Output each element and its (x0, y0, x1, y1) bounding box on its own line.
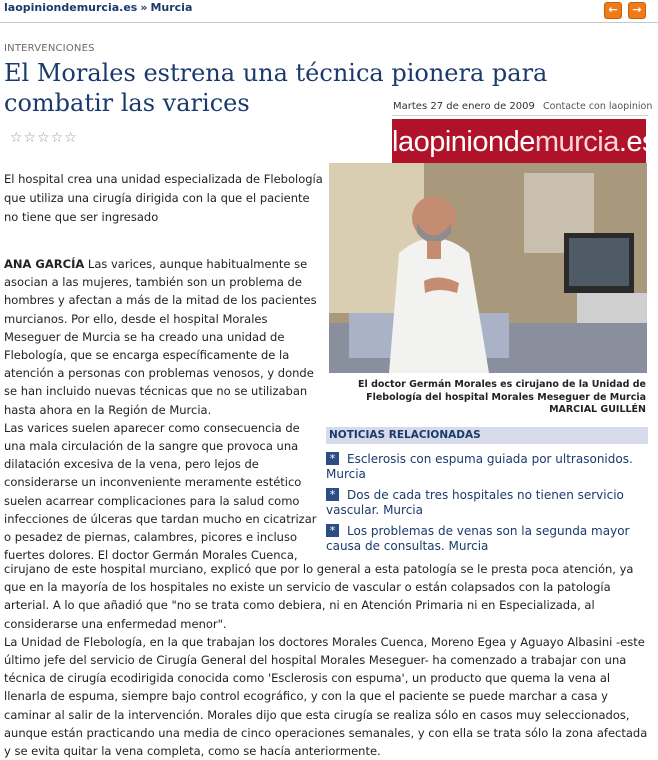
related-item-section: Murcia (326, 467, 366, 481)
newspaper-logo[interactable] (392, 119, 657, 166)
related-item[interactable] (326, 488, 648, 518)
article-subtitle: El hospital crea una unidad especializada de Flebología que utiliza una cirugía dirigida con la que el paciente no tiene que ser ingresado (4, 172, 323, 224)
logo-part2: murcia (534, 126, 619, 158)
related-news-heading: NOTICIAS RELACIONADAS (326, 427, 648, 444)
top-divider (0, 22, 658, 23)
logo-part1: laopinionde (392, 126, 535, 158)
rating-stars[interactable]: ☆☆☆☆☆ (10, 130, 78, 146)
asterisk-icon: * (326, 452, 339, 465)
related-item-section: Murcia (383, 503, 423, 517)
article-body-wide (4, 560, 654, 760)
date-divider (392, 115, 648, 116)
contact-link[interactable]: Contacte con laopinion (543, 101, 653, 112)
article-photo[interactable] (329, 163, 647, 373)
breadcrumb-separator: » (140, 1, 148, 14)
paragraph-2-end: cirujano de este hospital murciano, explicó que por lo general a esta patología se le presta poca atención, ya que en la mayoría de los hospitales no existe un servicio de vascular o están colapsados con la patología arterial. A lo que añadió que "no se trata como debiera, ni en Atención Primaria ni en Especializada, al considerarse una enfermedad menor". (4, 562, 634, 631)
breadcrumb-site-link[interactable]: laopiniondemurcia.es (4, 1, 138, 14)
caption-text: El doctor Germán Morales es cirujano de la Unidad de Flebología del hospital Morales Meseguer de Murcia (358, 379, 646, 403)
related-item-title[interactable]: Dos de cada tres hospitales no tienen servicio vascular. (326, 488, 624, 517)
breadcrumb (4, 1, 192, 14)
author-name: ANA GARCÍA (4, 257, 85, 271)
photo-credit: MARCIAL GUILLÉN (549, 404, 646, 415)
prev-glyph: ← (608, 3, 618, 16)
related-item-section: Murcia (448, 539, 489, 553)
related-item-title[interactable]: Los problemas de venas son la segunda mayor causa de consultas. (326, 524, 630, 553)
paragraph-1: Las varices, aunque habitualmente se asocian a las mujeres, también son un problema de hombres y afectan a más de la mitad de los pacientes murcianos. Por ello, desde el hospital Morales Meseguer de Murcia se ha creado una unidad de Flebología, que se encarga específicamente de la atención a personas con problemas venosos, y donde se han incluido nuevas técnicas que no se utilizaban hasta ahora en la Región de Murcia. (4, 257, 317, 417)
doctor-photo-illustration (329, 163, 647, 373)
article-title: El Morales estrena una técnica pionera para combatir las varices (4, 59, 548, 117)
arrow-right-icon[interactable] (628, 2, 646, 19)
related-item[interactable] (326, 524, 648, 554)
next-glyph: → (632, 3, 642, 16)
article-body-column (4, 255, 322, 564)
article-date: Martes 27 de enero de 2009 (393, 101, 535, 112)
top-bar (0, 0, 658, 20)
photo-caption (326, 379, 646, 417)
arrow-left-icon[interactable] (604, 2, 622, 19)
asterisk-icon: * (326, 524, 339, 537)
breadcrumb-section-link[interactable]: Murcia (150, 1, 193, 14)
asterisk-icon: * (326, 488, 339, 501)
related-item[interactable] (326, 452, 648, 482)
logo-part3: .es (618, 126, 657, 158)
related-item-title[interactable]: Esclerosis con espuma guiada por ultrasonidos. (347, 452, 633, 466)
section-label: INTERVENCIONES (4, 43, 95, 54)
paragraph-2-start: Las varices suelen aparecer como consecuencia de una mala circulación de la sangre que provoca una dilatación excesiva de la vena, pero lejos de considerarse un inconveniente meramente estético suelen acarrear complicaciones para la salud como infecciones de úlceras que tardan mucho en cicatrizar o pesadez de piernas, calambres, picores e incluso fuertes dolores. El doctor Germán Morales Cuenca, (4, 420, 317, 563)
paragraph-3: La Unidad de Flebología, en la que trabajan los doctores Morales Cuenca, Moreno Egea y Aguayo Albasini -este último jefe del servicio de Cirugía General del hospital Morales Meseguer- ha comenzado a trabajar con una técnica de cirugía ecodirigida conocida como 'Esclerosis con espuma', un producto que quema la vena al llenarla de espuma, siempre bajo control ecográfico, y con la que el paciente se puede marchar a casa y caminar al salir de la intervención. Morales dijo que esta cirugía se realiza sólo en casos muy seleccionados, aunque están practicando una media de cinco operaciones semanales, y con ella se trata sólo la zona afectada y se evita quitar la vena completa, como se hacía anteriormente. (4, 634, 648, 759)
